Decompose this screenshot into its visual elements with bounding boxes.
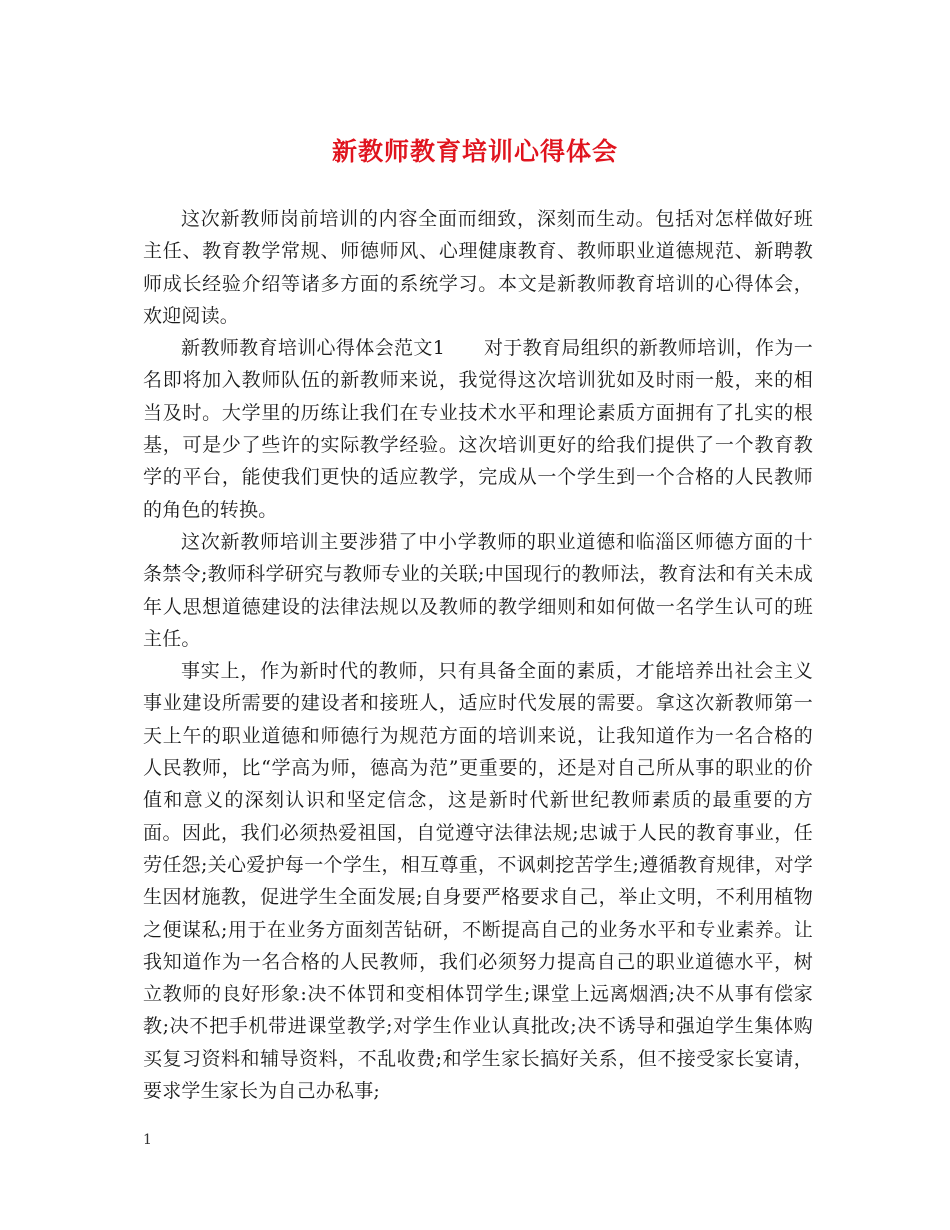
document-title: 新教师教育培训心得体会 <box>331 137 618 166</box>
paragraph: 事实上，作为新时代的教师，只有具备全面的素质，才能培养出社会主义事业建设所需要的建设者和接班人，适应时代发展的需要。拿这次新教师第一天上午的职业道德和师德行为规范方面的培训来说，让我知道作为一名合格的人民教师，比“学高为师，德高为范”更重要的，还是对自己所从事的职业的价值和意义的深刻认识和坚定信念，这是新时代新世纪教师素质的最重要的方面。因此，我们必须热爱祖国，自觉遵守法律法规;忠诚于人民的教育事业，任劳任怨;关心爱护每一个学生，相互尊重，不讽刺挖苦学生;遵循教育规律，对学生因材施教，促进学生全面发展;自身要严格要求自己，举止文明，不利用植物之便谋私;用于在业务方面刻苦钻研，不断提高自己的业务水平和专业素养。让我知道作为一名合格的人民教师，我们必须努力提高自己的职业道德水平，树立教师的良好形象:决不体罚和变相体罚学生;课堂上远离烟酒;决不从事有偿家教;决不把手机带进课堂教学;对学生作业认真批改;决不诱导和强迫学生集体购买复习资料和辅导资料，不乱收费;和学生家长搞好关系，但不接受家长宴请，要求学生家长为自己办私事; <box>143 660 813 1103</box>
paragraph: 新教师教育培训心得体会范文1 对于教育局组织的新教师培训，作为一名即将加入教师队伍的新教师来说，我觉得这次培训犹如及时雨一般，来的相当及时。大学里的历练让我们在专业技术水平和理论素质方面拥有了扎实的根基，可是少了些许的实际教学经验。这次培训更好的给我们提供了一个教育教学的平台，能使我们更快的适应教学，完成从一个学生到一个合格的人民教师的角色的转换。 <box>143 337 813 521</box>
document-body <box>143 203 813 1107</box>
page-number: 1 <box>143 1132 152 1148</box>
paragraph: 这次新教师培训主要涉猎了中小学教师的职业道德和临淄区师德方面的十条禁令;教师科学研究与教师专业的关联;中国现行的教师法，教育法和有关未成年人思想道德建设的法律法规以及教师的教学细则和如何做一名学生认可的班主任。 <box>143 530 813 650</box>
paragraph: 这次新教师岗前培训的内容全面而细致，深刻而生动。包括对怎样做好班主任、教育教学常规、师德师风、心理健康教育、教师职业道德规范、新聘教师成长经验介绍等诸多方面的系统学习。本文是新教师教育培训的心得体会，欢迎阅读。 <box>143 208 813 327</box>
